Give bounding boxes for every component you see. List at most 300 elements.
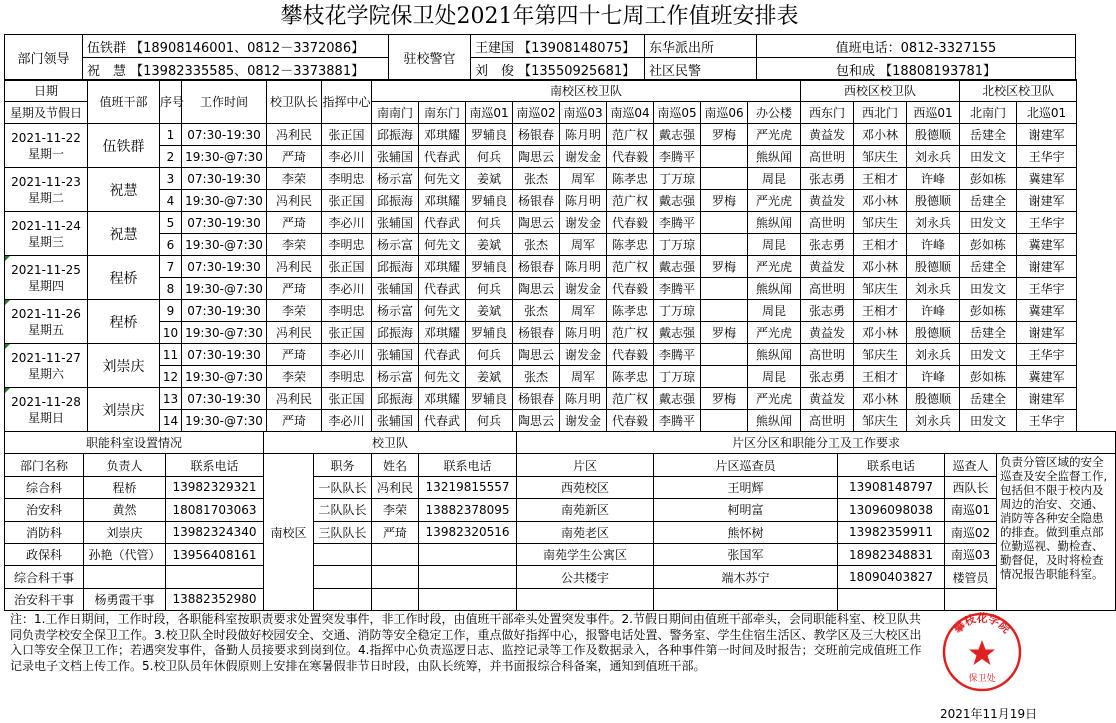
- staff-cell: 高世明: [801, 146, 854, 168]
- dept-cell: 综合科: [5, 476, 84, 498]
- zone-cell: 熊怀树: [654, 521, 838, 543]
- staff-cell: 岳建全: [960, 256, 1017, 278]
- staff-cell: 李明忠: [322, 366, 372, 388]
- staff-cell: 张正国: [322, 190, 372, 212]
- staff-cell: 李明忠: [322, 168, 372, 190]
- dept-cell: 治安科: [5, 499, 84, 521]
- zone-cell: 楼管员: [945, 566, 997, 588]
- col-header: 部门名称: [5, 454, 84, 476]
- date-cell: [5, 344, 88, 388]
- staff-cell: 戴志强: [654, 190, 701, 212]
- zone-cell: 18090403827: [838, 566, 945, 588]
- leaders-table: [4, 34, 1076, 81]
- staff-cell: 何兵: [466, 212, 513, 234]
- zone-cell: 王明辉: [654, 476, 838, 498]
- schedule-row: [5, 344, 1077, 366]
- team-cell: [314, 543, 372, 565]
- staff-cell: 戴志强: [654, 322, 701, 344]
- staff-cell: 冀建军: [1017, 234, 1077, 256]
- staff-cell: 谢建军: [1017, 256, 1077, 278]
- team-cell: [314, 566, 372, 588]
- staff-cell: 邱振海: [372, 256, 419, 278]
- staff-cell: 李必川: [322, 212, 372, 234]
- staff-cell: 李腾平: [654, 410, 701, 432]
- duty-phone: 值班电话：0812-3327155: [757, 35, 1076, 58]
- staff-cell: 陶思云: [513, 278, 560, 300]
- seal-subtext: 保卫处: [968, 674, 996, 684]
- campus-label: 南校区: [264, 454, 314, 611]
- staff-cell: 代春武: [419, 344, 466, 366]
- schedule-row: [5, 366, 1077, 388]
- post-header: 西巡01: [907, 102, 960, 124]
- staff-cell: 彭如栋: [960, 168, 1017, 190]
- staff-cell: 严光虎: [748, 322, 801, 344]
- cell-marker-icon: [5, 256, 10, 261]
- duty-cadre-cell: 伍铁群: [88, 124, 160, 168]
- staff-cell: 丁万琼: [654, 168, 701, 190]
- date-cell: [5, 212, 88, 256]
- time-cell: 19:30-@7:30: [182, 322, 267, 344]
- team-cell: [419, 543, 517, 565]
- dept-cell: 治安科干事: [5, 588, 84, 610]
- staff-cell: 熊纵闻: [748, 278, 801, 300]
- dept-leader-label: 部门领导: [5, 35, 83, 81]
- staff-cell: 严琦: [267, 146, 322, 168]
- staff-cell: 岳建全: [960, 124, 1017, 146]
- cell-marker-icon: [5, 388, 10, 393]
- weekday-text: 星期二: [27, 190, 64, 205]
- post-header: 西北门: [854, 102, 907, 124]
- staff-cell: 高世明: [801, 212, 854, 234]
- staff-cell: 丁万琼: [654, 234, 701, 256]
- staff-cell: 冯利民: [267, 124, 322, 146]
- time-cell: 07:30-19:30: [182, 212, 267, 234]
- staff-cell: 代春毅: [607, 410, 654, 432]
- staff-cell: 王相才: [854, 168, 907, 190]
- staff-cell: 张正国: [322, 322, 372, 344]
- team-cell: 13982320516: [419, 521, 517, 543]
- time-cell: 07:30-19:30: [182, 124, 267, 146]
- schedule-table: [4, 79, 1077, 432]
- staff-cell: 杨银春: [513, 124, 560, 146]
- staff-cell: 谢发金: [560, 410, 607, 432]
- duty-cadre-cell: 刘崇庆: [88, 388, 160, 432]
- staff-cell: 冯利民: [267, 190, 322, 212]
- community-police-label: 社区民警: [645, 58, 757, 81]
- date-text: 2021-11-26: [11, 306, 81, 321]
- staff-cell: 周军: [560, 234, 607, 256]
- staff-cell: 田发文: [960, 278, 1017, 300]
- col-header: 负责人: [84, 454, 166, 476]
- col-header: 片区巡查员: [654, 454, 838, 476]
- time-header: 工作时间: [182, 80, 267, 124]
- staff-cell: 杨示富: [372, 300, 419, 322]
- staff-cell: 殷德顺: [907, 124, 960, 146]
- staff-cell: 黄益发: [801, 190, 854, 212]
- staff-cell: 张辅国: [372, 146, 419, 168]
- stamp-date: 2021年11月19日: [940, 707, 1038, 721]
- contacts-table: [4, 431, 1116, 611]
- dept-cell: 13956408161: [166, 543, 264, 565]
- staff-cell: 谢发金: [560, 212, 607, 234]
- post-header: 南南门: [372, 102, 419, 124]
- staff-cell: 冯利民: [267, 256, 322, 278]
- staff-cell: 许峰: [907, 300, 960, 322]
- staff-cell: 熊纵闻: [748, 146, 801, 168]
- schedule-row: [5, 388, 1077, 410]
- staff-cell: 黄益发: [801, 124, 854, 146]
- team-cell: 13882378095: [419, 499, 517, 521]
- staff-cell: 罗辅良: [466, 124, 513, 146]
- schedule-row: [5, 146, 1077, 168]
- date-text: 2021-11-27: [11, 350, 81, 365]
- date-cell: [5, 124, 88, 168]
- staff-cell: 范广权: [607, 190, 654, 212]
- date-cell: [5, 256, 88, 300]
- staff-cell: 邓琪耀: [419, 322, 466, 344]
- staff-cell: 殷德顺: [907, 322, 960, 344]
- post-header: 南巡05: [654, 102, 701, 124]
- staff-cell: 严光虎: [748, 388, 801, 410]
- staff-cell: 姜斌: [466, 234, 513, 256]
- duty-cadre-cell: 程桥: [88, 256, 160, 300]
- official-seal-icon: [941, 611, 1023, 693]
- staff-cell: 代春武: [419, 146, 466, 168]
- staff-cell: 邓琪耀: [419, 256, 466, 278]
- staff-cell: 代春武: [419, 278, 466, 300]
- staff-cell: 岳建全: [960, 388, 1017, 410]
- staff-cell: 冀建军: [1017, 366, 1077, 388]
- team-leader-header: 校卫队长: [267, 80, 322, 124]
- time-cell: 07:30-19:30: [182, 388, 267, 410]
- zone-cell: 南苑学生公寓区: [517, 543, 654, 565]
- time-cell: 07:30-19:30: [182, 168, 267, 190]
- col-header: 联系电话: [166, 454, 264, 476]
- staff-cell: 谢建军: [1017, 190, 1077, 212]
- zone-cell: 南巡03: [945, 543, 997, 565]
- team-cell: 严琦: [372, 521, 419, 543]
- staff-cell: 周昆: [748, 300, 801, 322]
- staff-cell: 邓琪耀: [419, 388, 466, 410]
- time-cell: 19:30-@7:30: [182, 146, 267, 168]
- staff-cell: 陶思云: [513, 344, 560, 366]
- police-label: 驻校警官: [389, 35, 471, 81]
- cell-marker-icon: [5, 300, 10, 305]
- staff-cell: 戴志强: [654, 256, 701, 278]
- staff-cell: 张志勇: [801, 300, 854, 322]
- staff-cell: 杨示富: [372, 234, 419, 256]
- date-cell: [5, 168, 88, 212]
- dept-cell: 13982329321: [166, 476, 264, 498]
- time-cell: 19:30-@7:30: [182, 410, 267, 432]
- date-text: 2021-11-28: [11, 394, 81, 409]
- staff-cell: 邱振海: [372, 322, 419, 344]
- staff-cell: 王华宇: [1017, 410, 1077, 432]
- staff-cell: 邹庆生: [854, 344, 907, 366]
- staff-cell: 王华宇: [1017, 212, 1077, 234]
- staff-cell: [701, 366, 748, 388]
- time-cell: 07:30-19:30: [182, 256, 267, 278]
- team-cell: 李荣: [372, 499, 419, 521]
- staff-cell: 张志勇: [801, 168, 854, 190]
- time-cell: 19:30-@7:30: [182, 278, 267, 300]
- west-campus-header: 西校区校卫队: [801, 80, 960, 102]
- leader-contact: 祝 慧 【13982335585、0812－3373881】: [83, 58, 389, 81]
- notes-text: 注：1.工作日期间，工作时段，各职能科室按职责要求处置突发事件，非工作时段，由值班干部牵头处置突发事件。2.节假日期间由值班干部牵头，会同职能科室、校卫队共同负责学校安全保卫工作。3.校卫队全时段做好校园安全、交通、消防等安全稳定工作，重点做好指挥中心，报警电话处置、警务室、学生住宿生活区、教学区及三大校区出入口等安全保卫工作；若遇突发事件，备勤人员接要求到岗到位。4.指挥中心负责巡逻日志、监控记录等工作及数据录入，各种事件第一时间及时报告；交班前完成值班工作记录电子文档上传工作。5.校卫队员年休假原则上安排在寒暑假非节日时段，由队长统筹，并书面报综合科备案，通知到值班干部。: [10, 612, 922, 673]
- contact-row: [5, 499, 1116, 521]
- staff-cell: 刘永兵: [907, 278, 960, 300]
- staff-cell: 张杰: [513, 366, 560, 388]
- staff-cell: 丁万琼: [654, 300, 701, 322]
- staff-cell: 冯利民: [267, 322, 322, 344]
- staff-cell: 高世明: [801, 344, 854, 366]
- duty-cadre-cell: 程桥: [88, 300, 160, 344]
- zone-cell: 南巡02: [945, 521, 997, 543]
- weekday-text: 星期一: [27, 146, 64, 161]
- staff-cell: 杨银春: [513, 190, 560, 212]
- team-cell: 13219815557: [419, 476, 517, 498]
- team-section-title: 校卫队: [264, 432, 517, 454]
- staff-cell: 姜斌: [466, 168, 513, 190]
- dept-cell: 消防科: [5, 521, 84, 543]
- staff-cell: 代春毅: [607, 212, 654, 234]
- staff-cell: 田发文: [960, 212, 1017, 234]
- staff-cell: 李腾平: [654, 278, 701, 300]
- dept-cell: 程桥: [84, 476, 166, 498]
- staff-cell: 谢建军: [1017, 322, 1077, 344]
- station-name: 东华派出所: [645, 35, 757, 58]
- staff-cell: 陶思云: [513, 212, 560, 234]
- dept-cell: 13982324340: [166, 521, 264, 543]
- cell-marker-icon: [5, 344, 10, 349]
- staff-cell: 何先文: [419, 168, 466, 190]
- staff-cell: [701, 410, 748, 432]
- staff-cell: 黄益发: [801, 322, 854, 344]
- zone-section-title: 片区分区和职能分工及工作要求: [517, 432, 1116, 454]
- staff-cell: [701, 168, 748, 190]
- seal-text: 攀枝花学院: [951, 611, 1013, 636]
- schedule-row: [5, 410, 1077, 432]
- staff-cell: 王华宇: [1017, 146, 1077, 168]
- staff-cell: 李必川: [322, 410, 372, 432]
- staff-cell: 罗辅良: [466, 190, 513, 212]
- svg-text:攀枝花学院: [950, 611, 1014, 637]
- staff-cell: 代春毅: [607, 146, 654, 168]
- col-header: 巡查人: [945, 454, 997, 476]
- leader-contact: 伍铁群 【18908146001、0812－3372086】: [83, 35, 389, 58]
- contact-row: [5, 566, 1116, 588]
- staff-cell: 严琦: [267, 410, 322, 432]
- staff-cell: 张正国: [322, 388, 372, 410]
- dept-cell: 政保科: [5, 543, 84, 565]
- staff-cell: 罗梅: [701, 322, 748, 344]
- staff-cell: 杨示富: [372, 168, 419, 190]
- staff-cell: 张志勇: [801, 234, 854, 256]
- staff-cell: [701, 234, 748, 256]
- staff-cell: 邱振海: [372, 190, 419, 212]
- staff-cell: 罗梅: [701, 190, 748, 212]
- post-header: 南巡01: [466, 102, 513, 124]
- seq-cell: 7: [160, 256, 182, 278]
- contact-row: [5, 521, 1116, 543]
- post-header: 南巡03: [560, 102, 607, 124]
- staff-cell: 许峰: [907, 366, 960, 388]
- seq-cell: 11: [160, 344, 182, 366]
- team-cell: 三队队长: [314, 521, 372, 543]
- staff-cell: 罗梅: [701, 256, 748, 278]
- staff-cell: [701, 146, 748, 168]
- staff-cell: 周军: [560, 300, 607, 322]
- staff-cell: 陈孝忠: [607, 300, 654, 322]
- staff-cell: 李腾平: [654, 146, 701, 168]
- staff-cell: 邓小林: [854, 124, 907, 146]
- staff-cell: [701, 278, 748, 300]
- time-cell: 19:30-@7:30: [182, 190, 267, 212]
- weekday-text: 星期三: [27, 234, 64, 249]
- seq-cell: 12: [160, 366, 182, 388]
- staff-cell: 李明忠: [322, 234, 372, 256]
- police-contact: 刘 俊 【13550925681】: [471, 58, 645, 81]
- staff-cell: 姜斌: [466, 300, 513, 322]
- staff-cell: 高世明: [801, 278, 854, 300]
- staff-cell: 陈月明: [560, 322, 607, 344]
- staff-cell: 邓琪耀: [419, 190, 466, 212]
- staff-cell: 范广权: [607, 256, 654, 278]
- zone-cell: 南苑老区: [517, 521, 654, 543]
- resident-police: 包和成 【18808193781】: [757, 58, 1076, 81]
- staff-cell: 严光虎: [748, 190, 801, 212]
- zone-cell: 张国军: [654, 543, 838, 565]
- seq-cell: 13: [160, 388, 182, 410]
- staff-cell: 邓小林: [854, 388, 907, 410]
- staff-cell: 陈孝忠: [607, 168, 654, 190]
- staff-cell: 何先文: [419, 234, 466, 256]
- weekday-text: 星期日: [27, 410, 64, 425]
- post-header: 南巡02: [513, 102, 560, 124]
- staff-cell: 张志勇: [801, 366, 854, 388]
- schedule-row: [5, 256, 1077, 278]
- zone-cell: 13908148797: [838, 476, 945, 498]
- staff-cell: 王相才: [854, 366, 907, 388]
- staff-cell: 彭如栋: [960, 234, 1017, 256]
- date-text: 2021-11-24: [11, 218, 81, 233]
- staff-cell: 周军: [560, 366, 607, 388]
- staff-cell: [701, 212, 748, 234]
- staff-cell: 冯利民: [267, 388, 322, 410]
- contact-row: [5, 543, 1116, 565]
- dept-cell: [84, 566, 166, 588]
- staff-cell: 严琦: [267, 278, 322, 300]
- staff-cell: 陈孝忠: [607, 234, 654, 256]
- south-campus-header: 南校区校卫队: [372, 80, 801, 102]
- staff-cell: 刘永兵: [907, 410, 960, 432]
- staff-cell: 严光虎: [748, 124, 801, 146]
- north-campus-header: 北校区校卫队: [960, 80, 1077, 102]
- staff-cell: [701, 300, 748, 322]
- staff-cell: 刘永兵: [907, 212, 960, 234]
- seq-cell: 1: [160, 124, 182, 146]
- staff-cell: [701, 344, 748, 366]
- dept-cell: 刘崇庆: [84, 521, 166, 543]
- staff-cell: 何兵: [466, 410, 513, 432]
- staff-cell: 何先文: [419, 300, 466, 322]
- col-header: 姓名: [372, 454, 419, 476]
- team-cell: [372, 566, 419, 588]
- staff-cell: 许峰: [907, 234, 960, 256]
- staff-cell: 邓小林: [854, 256, 907, 278]
- staff-cell: 张辅国: [372, 344, 419, 366]
- staff-cell: 高世明: [801, 410, 854, 432]
- staff-cell: 代春毅: [607, 278, 654, 300]
- zone-cell: 13096098038: [838, 499, 945, 521]
- staff-cell: 范广权: [607, 322, 654, 344]
- staff-cell: 罗梅: [701, 124, 748, 146]
- staff-cell: 李腾平: [654, 212, 701, 234]
- staff-cell: 代春毅: [607, 344, 654, 366]
- staff-cell: 陈月明: [560, 190, 607, 212]
- zone-cell: 公共楼宇: [517, 566, 654, 588]
- staff-cell: 陈月明: [560, 388, 607, 410]
- holiday-header: 星期及节假日: [5, 102, 88, 124]
- schedule-row: [5, 322, 1077, 344]
- time-cell: 07:30-19:30: [182, 344, 267, 366]
- seq-cell: 5: [160, 212, 182, 234]
- staff-cell: 陈孝忠: [607, 366, 654, 388]
- schedule-row: [5, 212, 1077, 234]
- staff-cell: 岳建全: [960, 190, 1017, 212]
- col-header: 片区: [517, 454, 654, 476]
- post-header: 南东门: [419, 102, 466, 124]
- seq-cell: 8: [160, 278, 182, 300]
- staff-cell: 熊纵闻: [748, 410, 801, 432]
- post-header: 北南门: [960, 102, 1017, 124]
- staff-cell: 罗梅: [701, 388, 748, 410]
- duty-cadre-cell: 祝慧: [88, 168, 160, 212]
- staff-cell: 丁万琼: [654, 366, 701, 388]
- time-cell: 19:30-@7:30: [182, 234, 267, 256]
- staff-cell: 范广权: [607, 124, 654, 146]
- zone-cell: 18982348831: [838, 543, 945, 565]
- staff-cell: 谢发金: [560, 278, 607, 300]
- staff-cell: 邹庆生: [854, 278, 907, 300]
- time-cell: 07:30-19:30: [182, 300, 267, 322]
- staff-cell: 邱振海: [372, 388, 419, 410]
- team-cell: [419, 566, 517, 588]
- zone-requirement-note: 负责分管区域的安全巡查及安全监督工作,包括但不限于校内及周边的治安、交通、消防等各种安全隐患的排查。做到重点部位勤巡视、勤检查、勤督促，及时将检查情况报告职能科室。: [997, 454, 1116, 611]
- staff-cell: 刘永兵: [907, 344, 960, 366]
- staff-cell: 何先文: [419, 366, 466, 388]
- staff-cell: 周昆: [748, 168, 801, 190]
- staff-cell: 谢建军: [1017, 124, 1077, 146]
- zone-cell: 西苑校区: [517, 476, 654, 498]
- zone-cell: 南苑新区: [517, 499, 654, 521]
- staff-cell: 何兵: [466, 146, 513, 168]
- staff-cell: 邓小林: [854, 322, 907, 344]
- staff-cell: 黄益发: [801, 256, 854, 278]
- staff-cell: 殷德顺: [907, 388, 960, 410]
- schedule-row: [5, 300, 1077, 322]
- date-cell: [5, 300, 88, 344]
- zone-cell: 13982359911: [838, 521, 945, 543]
- staff-cell: 邓琪耀: [419, 124, 466, 146]
- post-header: 南巡04: [607, 102, 654, 124]
- staff-cell: 陶思云: [513, 146, 560, 168]
- col-header: 联系电话: [419, 454, 517, 476]
- schedule-row: [5, 168, 1077, 190]
- staff-cell: 邱振海: [372, 124, 419, 146]
- weekday-text: 星期四: [27, 278, 64, 293]
- staff-cell: 殷德顺: [907, 190, 960, 212]
